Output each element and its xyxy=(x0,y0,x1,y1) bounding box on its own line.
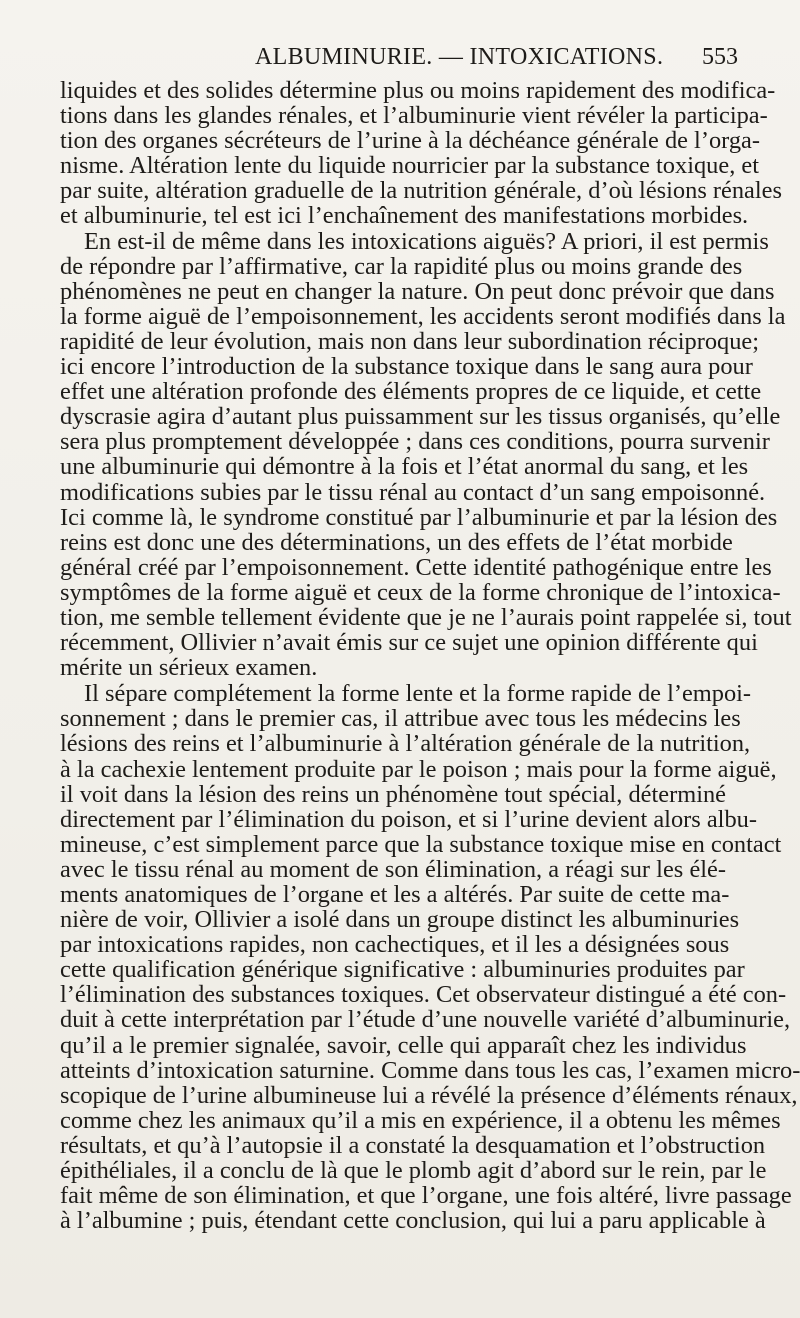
text-line: ici encore l’introduction de la substance toxique dans le sang aura pour xyxy=(60,353,753,381)
text-line: mineuse, c’est simplement parce que la substance toxique mise en contact xyxy=(60,830,782,858)
text-line: par intoxications rapides, non cachectiques, et il les a désignées sous xyxy=(60,931,730,959)
text-line: avec le tissu rénal au moment de son élimination, a réagi sur les élé- xyxy=(60,855,726,883)
text-line: épithéliales, il a conclu de là que le plomb agit d’abord sur le rein, par le xyxy=(60,1157,767,1185)
text-line: sonnement ; dans le premier cas, il attribue avec tous les médecins les xyxy=(60,705,741,733)
text-line: la forme aiguë de l’empoisonnement, les accidents seront modifiés dans la xyxy=(60,302,786,330)
text-line: dyscrasie agira d’autant plus puissamment sur les tissus organisés, qu’elle xyxy=(60,403,781,431)
running-head xyxy=(60,44,740,74)
text-line: duit à cette interprétation par l’étude d’une nouvelle variété d’albuminurie, xyxy=(60,1006,791,1034)
paragraph-first-line: Il sépare complétement la forme lente et la forme rapide de l’empoi- xyxy=(84,680,752,708)
text-line: ments anatomiques de l’organe et les a altérés. Par suite de cette ma- xyxy=(60,881,730,908)
text-line: il voit dans la lésion des reins un phénomène tout spécial, déterminé xyxy=(60,780,726,808)
text-line: une albuminurie qui démontre à la fois et l’état anormal du sang, et les xyxy=(60,453,749,481)
text-line: reins est donc une des déterminations, un des effets de l’état morbide xyxy=(60,528,733,556)
text-line: cette qualification générique significative : albuminuries produites par xyxy=(60,956,745,984)
text-line: tion des organes sécréteurs de l’urine à la déchéance générale de l’orga- xyxy=(60,127,760,155)
text-line: l’élimination des substances toxiques. Cet observateur distingué a été con- xyxy=(60,981,787,1009)
text-line: fait même de son élimination, et que l’organe, une fois altéré, livre passage xyxy=(60,1182,792,1210)
text-line: nisme. Altération lente du liquide nourricier par la substance toxique, et xyxy=(60,152,759,180)
text-line: résultats, et qu’à l’autopsie il a constaté la desquamation et l’obstruction xyxy=(60,1131,766,1159)
text-line: liquides et des solides détermine plus ou moins rapidement des modifica- xyxy=(60,77,776,104)
text-line: Ici comme là, le syndrome constitué par l’albuminurie et par la lésion des xyxy=(60,503,778,531)
text-line: de répondre par l’affirmative, car la rapidité plus ou moins grande des xyxy=(60,252,743,280)
text-line: tions dans les glandes rénales, et l’albuminurie vient révéler la participa- xyxy=(60,102,768,130)
body-text xyxy=(60,77,800,1235)
text-line: sera plus promptement développée ; dans ces conditions, pourra survenir xyxy=(60,428,770,456)
text-line: et albuminurie, tel est ici l’enchaînement des manifestations morbides. xyxy=(60,202,749,230)
text-line: à l’albumine ; puis, étendant cette conclusion, qui lui a paru applicable à xyxy=(60,1207,766,1235)
running-head-title: ALBUMINURIE. — INTOXICATIONS. xyxy=(255,44,664,70)
text-line: symptômes de la forme aiguë et ceux de la forme chronique de l’intoxica- xyxy=(60,578,781,606)
text-line: scopique de l’urine albumineuse lui a révélé la présence d’éléments rénaux, xyxy=(60,1081,798,1109)
page-number: 553 xyxy=(702,44,738,70)
text-line: nière de voir, Ollivier a isolé dans un groupe distinct les albuminuries xyxy=(60,906,740,934)
text-line: tion, me semble tellement évidente que je ne l’aurais point rappelée si, tout xyxy=(60,603,792,631)
text-line: général créé par l’empoisonnement. Cette identité pathogénique entre les xyxy=(60,553,772,581)
text-line: atteints d’intoxication saturnine. Comme dans tous les cas, l’examen micro- xyxy=(60,1056,800,1084)
text-line: comme chez les animaux qu’il a mis en expérience, il a obtenu les mêmes xyxy=(60,1106,781,1134)
text-line: récemment, Ollivier n’avait émis sur ce sujet une opinion différente qui xyxy=(60,629,758,657)
text-line: par suite, altération graduelle de la nutrition générale, d’où lésions rénales xyxy=(60,177,782,205)
text-line: modifications subies par le tissu rénal au contact d’un sang empoisonné. xyxy=(60,478,766,506)
text-line: lésions des reins et l’albuminurie à l’altération générale de la nutrition, xyxy=(60,730,751,758)
text-line: phénomènes ne peut en changer la nature. On peut donc prévoir que dans xyxy=(60,277,775,305)
text-line: qu’il a le premier signalée, savoir, celle qui apparaît chez les individus xyxy=(60,1031,747,1059)
paragraph-first-line: En est-il de même dans les intoxications aiguës? A priori, il est permis xyxy=(84,227,769,255)
text-line: effet une altération profonde des éléments propres de ce liquide, et cette xyxy=(60,378,762,406)
text-line: à la cachexie lentement produite par le poison ; mais pour la forme aiguë, xyxy=(60,755,777,783)
text-line: directement par l’élimination du poison, et si l’urine devient alors albu- xyxy=(60,805,757,833)
text-line: mérite un sérieux examen. xyxy=(60,654,318,682)
text-line: rapidité de leur évolution, mais non dans leur subordination réciproque; xyxy=(60,327,760,355)
